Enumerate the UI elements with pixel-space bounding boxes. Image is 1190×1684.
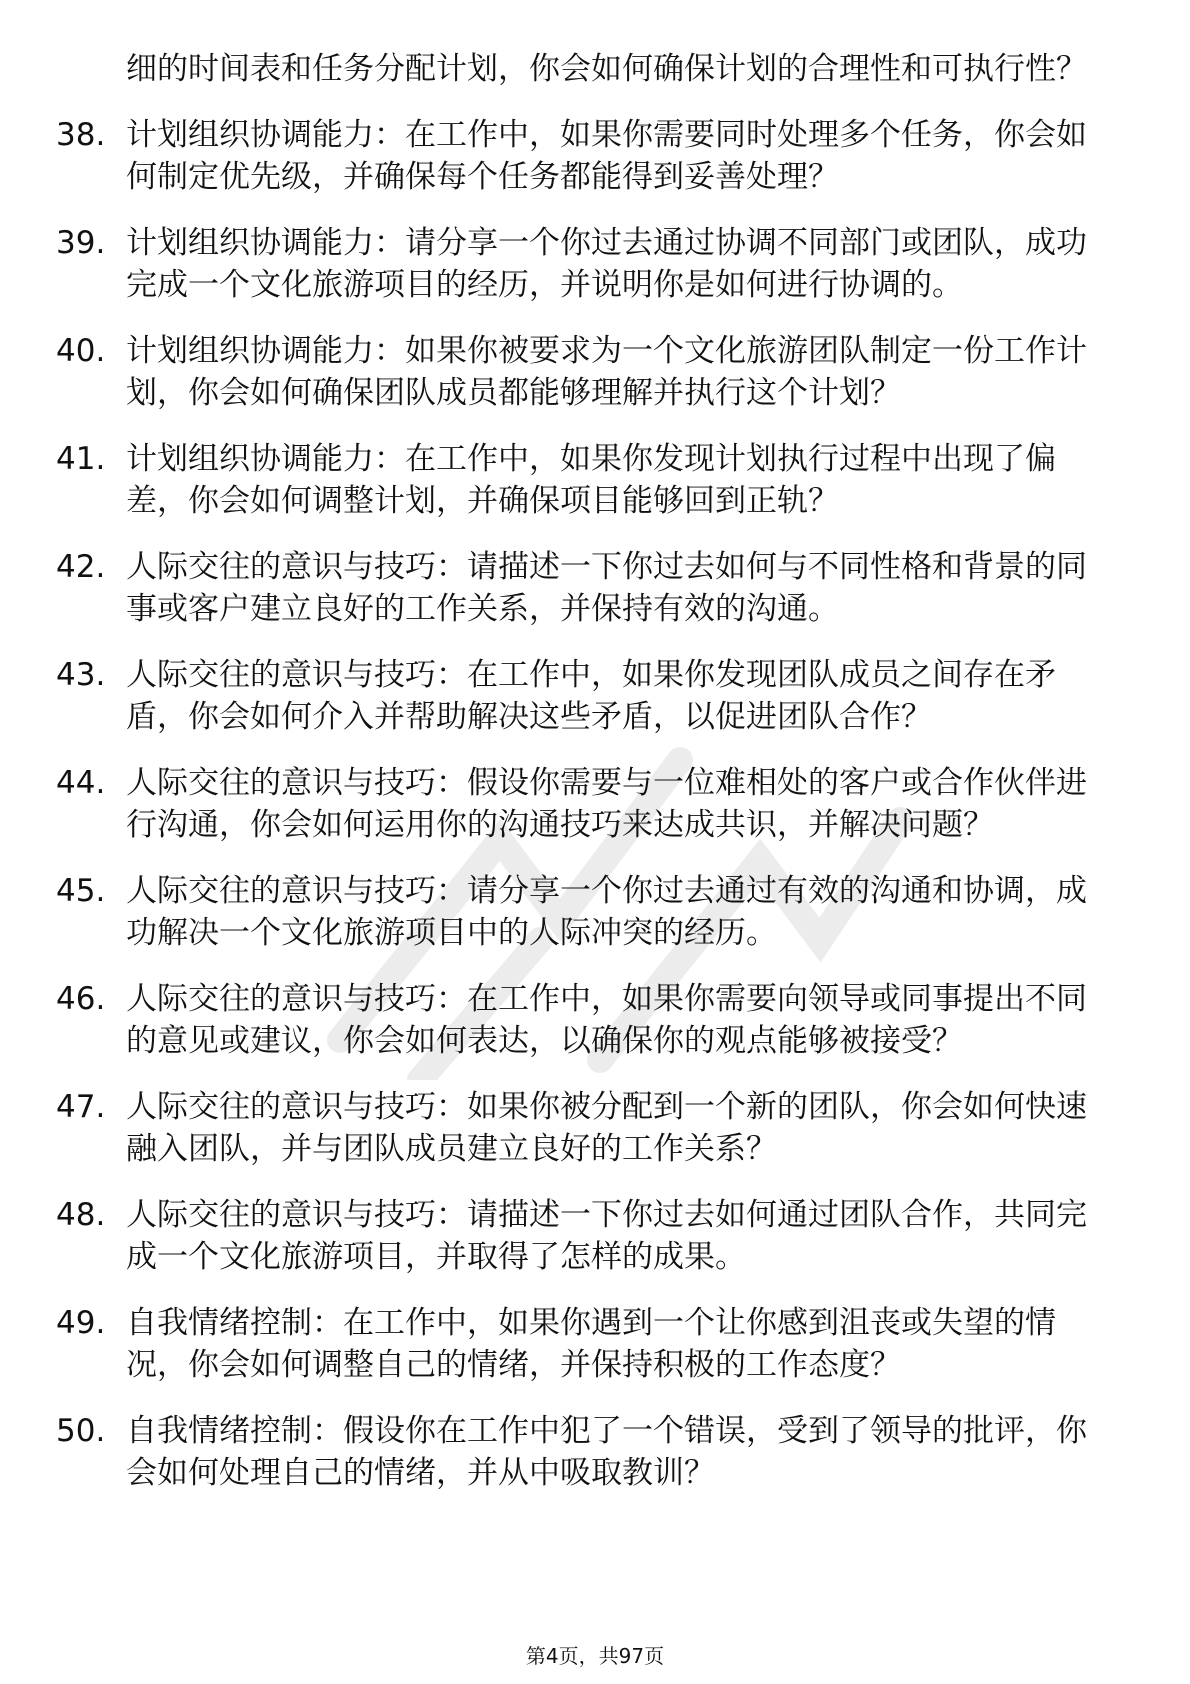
list-item	[56, 1302, 1106, 1386]
item-text: 自我情绪控制：在工作中，如果你遇到一个让你感到沮丧或失望的情况，你会如何调整自己的情绪，并保持积极的工作态度？	[126, 1305, 1056, 1383]
item-text: 自我情绪控制：假设你在工作中犯了一个错误，受到了领导的批评，你会如何处理自己的情绪，并从中吸取教训？	[126, 1413, 1087, 1491]
list-item	[56, 222, 1106, 306]
item-number: 47.	[56, 1089, 106, 1125]
list-item	[56, 978, 1106, 1062]
item-number: 43.	[56, 657, 106, 693]
item-text: 人际交往的意识与技巧：请分享一个你过去通过有效的沟通和协调，成功解决一个文化旅游项目中的人际冲突的经历。	[126, 873, 1087, 951]
list-item	[56, 762, 1106, 846]
item-number: 40.	[56, 333, 106, 369]
item-text: 计划组织协调能力：在工作中，如果你需要同时处理多个任务，你会如何制定优先级，并确保每个任务都能得到妥善处理？	[126, 117, 1087, 195]
list-item	[56, 870, 1106, 954]
item-number: 41.	[56, 441, 106, 477]
item-text: 计划组织协调能力：如果你被要求为一个文化旅游团队制定一份工作计划，你会如何确保团队成员都能够理解并执行这个计划？	[126, 333, 1087, 411]
list-item	[56, 1086, 1106, 1170]
item-number: 46.	[56, 981, 106, 1017]
item-text: 人际交往的意识与技巧：在工作中，如果你需要向领导或同事提出不同的意见或建议，你会如何表达，以确保你的观点能够被接受？	[126, 981, 1087, 1059]
item-number: 38.	[56, 117, 106, 153]
item-text: 人际交往的意识与技巧：在工作中，如果你发现团队成员之间存在矛盾，你会如何介入并帮助解决这些矛盾，以促进团队合作？	[126, 657, 1056, 735]
item-number: 49.	[56, 1305, 106, 1341]
item-text: 人际交往的意识与技巧：请描述一下你过去如何通过团队合作，共同完成一个文化旅游项目，并取得了怎样的成果。	[126, 1197, 1087, 1275]
list-item	[56, 438, 1106, 522]
item-number: 45.	[56, 873, 106, 909]
item-number: 39.	[56, 225, 106, 261]
page-footer: 第4页，共97页	[525, 1644, 665, 1668]
item-text: 人际交往的意识与技巧：请描述一下你过去如何与不同性格和背景的同事或客户建立良好的工作关系，并保持有效的沟通。	[126, 549, 1087, 627]
item-text: 人际交往的意识与技巧：假设你需要与一位难相处的客户或合作伙伴进行沟通，你会如何运用你的沟通技巧来达成共识，并解决问题？	[126, 765, 1087, 843]
list-item	[56, 546, 1106, 630]
list-item	[56, 330, 1106, 414]
list-item	[56, 114, 1106, 198]
item-text: 细的时间表和任务分配计划，你会如何确保计划的合理性和可执行性？	[126, 51, 1087, 87]
item-number: 44.	[56, 765, 106, 801]
list-item	[56, 1410, 1106, 1494]
list-item	[56, 1194, 1106, 1278]
item-text: 计划组织协调能力：在工作中，如果你发现计划执行过程中出现了偏差，你会如何调整计划，并确保项目能够回到正轨？	[126, 441, 1056, 519]
item-number: 48.	[56, 1197, 106, 1233]
question-list	[56, 48, 1106, 1518]
list-item	[56, 654, 1106, 738]
item-text: 计划组织协调能力：请分享一个你过去通过协调不同部门或团队，成功完成一个文化旅游项目的经历，并说明你是如何进行协调的。	[126, 225, 1087, 303]
list-item-continuation	[56, 48, 1106, 90]
item-number: 50.	[56, 1413, 106, 1449]
item-number: 42.	[56, 549, 106, 585]
item-text: 人际交往的意识与技巧：如果你被分配到一个新的团队，你会如何快速融入团队，并与团队成员建立良好的工作关系？	[126, 1089, 1087, 1167]
